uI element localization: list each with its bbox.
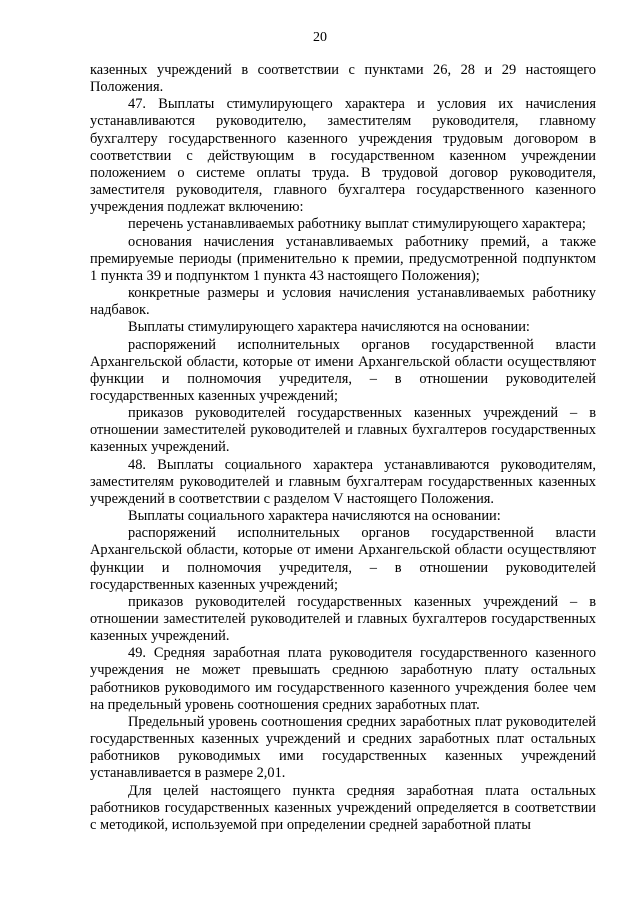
paragraph-list-stimulating-payments: перечень устанавливаемых работнику выплат стимулирующего характера; <box>128 216 586 233</box>
paragraph-orders-heads-2: приказов руководителей государственных казенных учреждений – в отношении заместителей руководителей и главных бухгалтеров государственных казенных учреждений. <box>90 593 596 645</box>
page-number: 20 <box>313 30 327 45</box>
paragraph-ratio-limit: Предельный уровень соотношения средних заработных плат руководителей государственных казенных учреждений и средних заработных плат остальных работников руководимых ими государственных казенных учреждений устанавливается в размере 2,01. <box>90 713 596 782</box>
paragraph-orders-authorities-2: распоряжений исполнительных органов государственной власти Архангельской области, которые от имени Архангельской области осуществляют функции и полномочия учредителя, – в отношении руководителей государственных казенных учреждений; <box>90 525 596 593</box>
paragraph-social-basis: Выплаты социального характера начисляются на основании: <box>128 508 501 525</box>
paragraph-orders-heads-1: приказов руководителей государственных казенных учреждений – в отношении заместителей руководителей и главных бухгалтеров государственных казенных учреждений. <box>90 405 596 456</box>
paragraph-item-48: 48. Выплаты социального характера устанавливаются руководителям, заместителям руководителей и главным бухгалтерам государственных казенных учреждений в соответствии с разделом V настоящего Положения. <box>90 456 596 507</box>
paragraph-orders-authorities-1: распоряжений исполнительных органов государственной власти Архангельской области, которые от имени Архангельской области осуществляют функции и полномочия учредителя, – в отношении руководителей государственных казенных учреждений; <box>90 336 596 404</box>
paragraph-average-salary: Для целей настоящего пункта средняя заработная плата остальных работников государственных казенных учреждений определяется в соответствии с методикой, используемой при определении средней заработной платы <box>90 782 596 833</box>
document-text <box>90 62 596 834</box>
paragraph-list-allowances: конкретные размеры и условия начисления устанавливаемых работнику надбавок. <box>90 285 596 319</box>
paragraph-continuation: казенных учреждений в соответствии с пунктами 26, 28 и 29 настоящего Положения. <box>90 62 596 96</box>
paragraph-item-49: 49. Средняя заработная плата руководителя государственного казенного учреждения не может превышать среднюю заработную плату остальных работников руководимого им государственного казенного учреждения более чем на предельный уровень соотношения средних заработных плат. <box>90 645 596 713</box>
paragraph-stimulating-basis: Выплаты стимулирующего характера начисляются на основании: <box>128 319 530 336</box>
paragraph-item-47: 47. Выплаты стимулирующего характера и условия их начисления устанавливаются руководителю, заместителям руководителя, главному бухгалтеру государственного казенного учреждения трудовым договором в соответствии с действующим в государственном казенном учреждении положением о системе оплаты труда. В трудовой договор руководителя, заместителя руководителя, главного бухгалтера государственного казенного учреждения подлежат включению: <box>90 96 596 216</box>
paragraph-list-bonus-grounds: основания начисления устанавливаемых работнику премий, а также премируемые периоды (применительно к премии, предусмотренной подпунктом 1 пункта 39 и подпунктом 1 пункта 43 настоящего Положения); <box>90 233 596 284</box>
